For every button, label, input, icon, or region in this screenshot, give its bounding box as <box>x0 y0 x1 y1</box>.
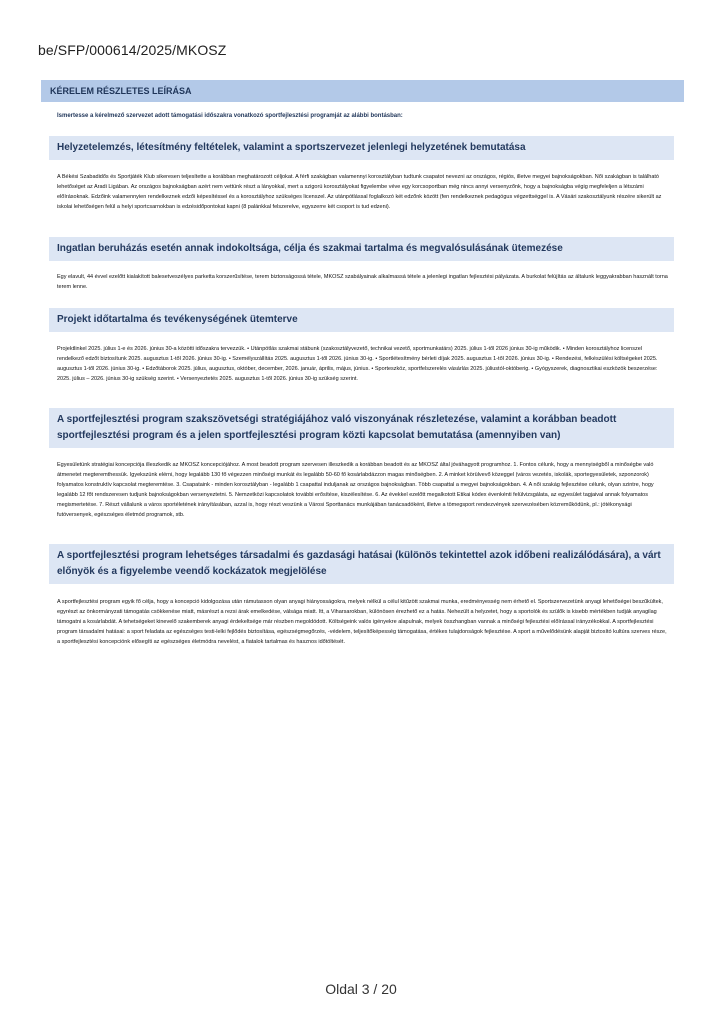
section-header-social-economic-impact <box>49 544 674 584</box>
section-body-federation-strategy: Egyesületünk stratégiai koncepciója illeszkedik az MKOSZ koncepciójához. A most beadott program szervesen illeszkedik a korábban beadott és az MKOSZ által jóváhagyott programhoz. 1. Fontos célunk, hogy a mennyiségből a minőségbe való átmenetet megteremthessük. Igyekszünk elérni, hogy legalább 130 fő végezzen minőségi munkát és legalább 50-60 fő kosárlabdázzon magas minőségben. 2. A minket körülvevő közeggel (város vezetés, iskolák, sportegyesületek, szponzorok) folyamatos konstruktív kapcsolat megteremtése. 3. Csapataink - minden korosztályban - legalább 1 csapattal induljanak az országos bajnokságban. Több csapattal a megyei bajnokságokban. 4. A női szakág fejlesztése célunk, olyan szintre, hogy legalább 12 főt rendszeresen tudjunk bajnokságokban versenyeztetni. 5. Nemzetközi kapcsolatok további erősítése, kiszélesítése. 6. Az évekkel ezelőtt megalkotott Etikai kódex évenkénti felülvizsgálata, az egyesület tagjaival annak folyamatos megismertetése. 7. Részt vállalunk a város sportéletének irányításában, azzal is, hogy részt veszünk a Városi Sporttanács munkájában tanácsadóként, illetve a tömegsport rendezvények szervezésében közreműködünk, pl.: jótékonysági futóversenyek, egészséges életmód programok, stb. <box>57 462 654 518</box>
section-header-real-estate <box>49 237 674 261</box>
section-title: A sportfejlesztési program szakszövetségi stratégiájához való viszonyának részletezése, valamint a korábban beadott sportfejlesztési program és a jelen sportfejlesztési program közti kapcsolat bemutatása (amennyiben van) <box>57 414 617 441</box>
section-title: A sportfejlesztési program lehetséges társadalmi és gazdasági hatásai (különös tekintettel azok időbeni realizálódására), a várt előnyök és a figyelembe veendő kockázatok megjelölése <box>57 550 661 577</box>
section-title: Projekt időtartalma és tevékenységének ütemterve <box>57 314 298 325</box>
page-number: Oldal 3 / 20 <box>325 981 397 997</box>
document-id: be/SFP/000614/2025/MKOSZ <box>38 42 227 58</box>
section-body-social-economic-impact: A sportfejlesztési program egyik fő célja, hogy a koncepció kidolgozása után rámutasson olyan anyagi hiányosságokra, melyek nélkül a célul kitűzött szakmai munka, eredményesség nem érhető el. Sportszervezetünk anyagi lehetőségei beszűkültek, egyrészt az önkormányzati támogatás csökkenése miatt, másrészt a rezsi árak emelkedése, válsága miatt. Itt, a Viharsarokban, különösen érezhető ez a hatás. Nehezült a helyzetet, hogy a sportolók és szülők is kisebb mértékben tudják anyagilag támogatni a kosárlabdát. A tehetségeket kinevelő szakemberek anyagi érdekeltsége már részben megoldódott. Költségeink valós igényekre alapulnak, melyek összhangban vannak a minőségi fejlesztési előírással irányzékokkal. A sportfejlesztési program társadalmi hatásai: a sport feladata az egészséges testi-lelki fejlődés biztosítása, egészségmegőrzés, -védelem, teljesítőképesség támogatása, értékes tulajdonságok fejlesztése. A sport a művelődésünk alapját biztosító kultúra szerves része, a sportfejlesztési koncepciónk elősegíti az egészséges életmódra nevelést, a fiatalok tartalmas és hasznos időtöltését. <box>57 599 667 645</box>
section-title: Ingatlan beruházás esetén annak indokoltsága, célja és szakmai tartalma és megvalósulásának ütemezése <box>57 243 563 254</box>
section-header-federation-strategy <box>49 408 674 448</box>
section-body-situation-analysis: A Békési Szabadidős és Sportjáték Klub sikeresen teljesítette a korábban meghatározott céljokat. A férfi szakágban valamennyi korosztályban tudtunk csapatot nevezni az országos, régiós, illetve megyei bajnokságokban. Női szakágban is található lehetőséget az Aradi Ligában. Az országos bajnokságban azért nem vettünk részt a lányokkal, mert a szigorú korosztályokat figyelembe véve egy korcsoportban még nincs annyi versenyzőnk, hogy a bajnokságba végig megfeleljen a létszámi előírásoknak. Edzőink valamennyien rendelkeznek edzői képesítéssel és a korosztályhoz szükséges licenszel. Az utánpótlással foglalkozó két edzőnk között (fen rendelkeznek pedagógus végzettséggel is. A Vásári szakosztályunk részére sikerült az iskolai lehetőségen felül a helyi sportcsarnokban is edzésidőpontokat kapni (8 palánkkal felszerelve, egyszerre két csoport is tud edzeni). <box>57 174 662 210</box>
section-header-project-timeline <box>49 308 674 332</box>
intro-text: Ismertesse a kérelmező szervezet adott támogatási időszakra vonatkozó sportfejlesztési programját az alábbi bontásban: <box>57 113 403 119</box>
section-title: Helyzetelemzés, létesítmény feltételek, valamint a sportszervezet jelenlegi helyzetének bemutatása <box>57 142 526 153</box>
main-section-header: KÉRELEM RÉSZLETES LEÍRÁSA <box>41 80 684 102</box>
section-header-situation-analysis <box>49 136 674 160</box>
section-body-project-timeline: Projektlinkel 2025. július 1-e és 2026. június 30-a közötti időszakra tervezzük. • Utánpótlás szakmai stábunk (szakosztályvezető, technikai vezető, sportmunkatárs) 2025. július 1-től 2026 június 30-ig működik. • Minden korosztályhoz licenszel rendelkező edzőt biztosítunk 2025. augusztus 1-től 2026. június 30-ig. • Személyszállítás 2025. augusztus 1-től 2026. június 30-ig. • Sportlétesítmény bérleti díjak 2025. augusztus 1-től 2026. június 30-ig. • Rendezési, felkészülési költségeket 2025. augusztus 1-től 2026. június 30-ig. • Edzőtáborok 2025. július, augusztus, október, december, 2026. január, április, május, június. • Sporteszköz, sportfelszerelés vásárlás 2025. júliustól-októberig. • Gyógyszerek, diagnosztikai eszközök beszerzése: 2025. július – 2026. június 30-ig szükség szerint. • Versenyeztetés 2025. augusztus 1-től 2026. június 30-ig szükség szerint. <box>57 346 658 382</box>
section-body-real-estate: Egy elavult, 44 évvel ezelőtt kialakított balesetveszélyes parketta korszerűsítése, terem biztonságossá tétele, MKOSZ szabályainak alkalmassá tétele a jelenlegi ingatlan fejlesztési pályázata. A burkolat felújítás az általunk leggyakrabban használt torna terem lenne. <box>57 274 668 290</box>
